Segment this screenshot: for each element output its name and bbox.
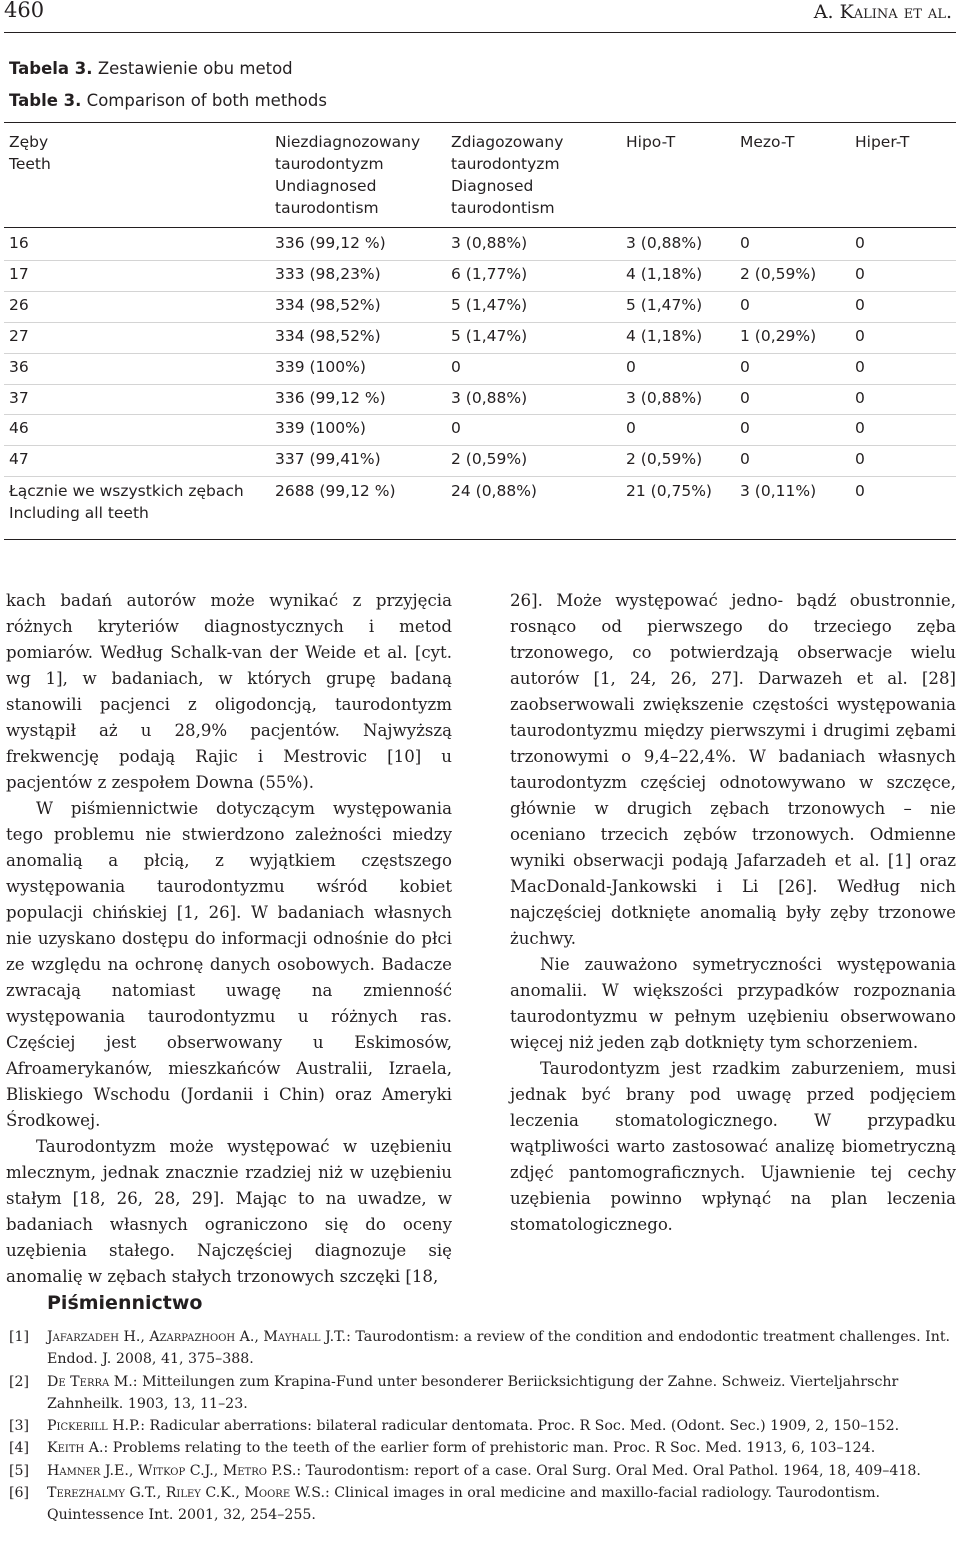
table-cell: 0: [855, 389, 865, 407]
header-line: taurodontyzm: [275, 155, 384, 173]
table-cell: 0: [855, 419, 865, 437]
table-caption-en-label: Table 3.: [9, 91, 82, 110]
reference-authors: Jafarzadeh H., Azarpazhooh A., Mayhall J.T.: [47, 1329, 347, 1345]
header-line: Diagnosed: [451, 177, 534, 195]
body-column-right: [510, 588, 956, 1238]
reference-number: [1]: [9, 1329, 30, 1345]
table-cell: 0: [740, 419, 750, 437]
table-cell: 17: [9, 265, 29, 283]
table-cell: 0: [740, 389, 750, 407]
header-diagnosed: [451, 131, 563, 219]
table-cell: 0: [626, 419, 636, 437]
table-cell: 2 (0,59%): [626, 450, 703, 468]
reference-authors: De Terra M.: [47, 1373, 133, 1390]
reference-number: [4]: [9, 1440, 30, 1457]
table-cell: 5 (1,47%): [451, 296, 528, 314]
reference-authors: Hamner J.E., Witkop C.J., Metro P.S.: [47, 1462, 297, 1479]
paragraph: W piśmiennictwie dotyczącym występowania tego problemu nie stwierdzono zależności miedzy anomalią a płcią, z wyjątkiem częstszego występowania taurodontyzmu wśród kobiet populacji chińskiej [1, 26]. W badaniach własnych nie uzyskano dostępu do informacji odnośnie do płci ze względu na ochronę danych osobowych. Badacze zwracają natomiast uwagę na zmienność występowania taurodontyzmu u różnych ras. Częściej jest obserwowany u Eskimosów, Afroamerykanów, mieszkańców Australii, Izraela, Bliskiego Wschodu (Jordanii i Chin) oraz Ameryki Środkowej.: [6, 799, 452, 1130]
header-undiagnosed: [275, 131, 420, 219]
total-cell: 24 (0,88%): [451, 482, 537, 500]
row-divider: [4, 353, 956, 354]
table-cell: 0: [855, 265, 865, 283]
header-hiper-t: [855, 131, 909, 153]
reference-item: [9, 1415, 955, 1437]
header-teeth: [9, 131, 51, 175]
table-cell: 3 (0,88%): [451, 234, 528, 252]
table-cell: 0: [740, 234, 750, 252]
table-cell: 0: [740, 358, 750, 376]
total-cell: 3 (0,11%): [740, 482, 817, 500]
table-cell: 26: [9, 296, 29, 314]
table-cell: 337 (99,41%): [275, 450, 381, 468]
table-cell: 0: [626, 358, 636, 376]
reference-text: : Clinical images in oral medicine and maxillo-facial radiology. Taurodontism. Quintessence Int. 2001, 32, 254–255.: [47, 1485, 881, 1524]
references-title: Piśmiennictwo: [47, 1292, 203, 1314]
reference-item: [9, 1460, 955, 1482]
header-line: taurodontism: [275, 199, 379, 217]
reference-item: [9, 1326, 955, 1371]
table-cell: 0: [855, 450, 865, 468]
header-line: Hipo-T: [626, 133, 676, 151]
table-cell: 6 (1,77%): [451, 265, 528, 283]
row-divider: [4, 291, 956, 292]
reference-item: [9, 1371, 955, 1416]
reference-text: : Taurodontism: a review of the condition and endodontic treatment challenges. Int. Endod. J. 2008, 41, 375–388.: [47, 1329, 951, 1368]
table-cell: 2 (0,59%): [451, 450, 528, 468]
paragraph: 26]. Może występować jedno- bądź obustronnie, rosnąco od pierwszego do trzeciego zęba trzonowego, co potwierdzają obserwacje wielu autorów [1, 24, 26, 27]. Darwazeh et al. [28] zaobserwowali zwiększenie częstości występowania taurodontyzmu między pierwszymi i drugimi zębami trzonowymi o 9,4–22,4%. W badaniach własnych taurodontyzm częściej odnotowywano w szczęce, głównie w drugich zębach trzonowych – nie oceniano trzecich zębów trzonowych. Odmienne wyniki obserwacji podają Jafarzadeh et al. [1] oraz MacDonald-Jankowski i Li [26]. Według nich najczęściej dotknięte anomalią były zęby trzonowe żuchwy.: [510, 591, 956, 948]
header-line: Zęby: [9, 133, 49, 151]
header-line: Mezo-T: [740, 133, 795, 151]
header-hipo-t: [626, 131, 675, 153]
row-divider: [4, 322, 956, 323]
table-cell: 0: [855, 234, 865, 252]
table-cell: 46: [9, 419, 29, 437]
table-cell: 16: [9, 234, 29, 252]
header-line: Niezdiagnozowany: [275, 133, 421, 151]
reference-authors: Pickerill H.P.: [47, 1418, 141, 1435]
reference-text: : Radicular aberrations: bilateral radicular dentomata. Proc. R Soc. Med. (Odont. Sec.) 1909, 2, 150–152.: [140, 1418, 900, 1435]
header-line: taurodontyzm: [451, 155, 560, 173]
table-cell: 4 (1,18%): [626, 327, 703, 345]
table-cell: 47: [9, 450, 29, 468]
table-cell: 3 (0,88%): [451, 389, 528, 407]
reference-number: [5]: [9, 1462, 30, 1479]
total-cell: 2688 (99,12 %): [275, 482, 396, 500]
table-cell: 333 (98,23%): [275, 265, 381, 283]
table-cell: 27: [9, 327, 29, 345]
paragraph: Taurodontyzm jest rzadkim zaburzeniem, musi jednak być brany pod uwagę przed podjęciem leczenia stomatologicznego. W przypadku wątpliwości warto zastosować analizę biometryczną zdjęć pantomograficznych. Ujawnienie tej cechy uzębienia powinno wpłynąć na plan leczenia stomatologicznego.: [510, 1059, 956, 1234]
paragraph: Nie zauważono symetryczności występowania anomalii. W większości przypadków rozpoznania taurodontyzmu w pełnym uzębieniu obserwowano więcej niż jeden ząb dotknięty tym schorzeniem.: [510, 955, 956, 1052]
table-cell: 0: [740, 450, 750, 468]
reference-authors: Terezhalmy G.T., Riley C.K., Moore W.S.: [47, 1485, 325, 1502]
header-line: Zdiagozowany: [451, 133, 564, 151]
references-list: [9, 1326, 955, 1527]
body-column-left: [6, 588, 452, 1290]
row-divider: [4, 476, 956, 477]
table-cell: 336 (99,12 %): [275, 234, 386, 252]
table-cell: 339 (100%): [275, 358, 366, 376]
table-cell: 339 (100%): [275, 419, 366, 437]
comparison-table: [0, 0, 960, 560]
reference-number: [6]: [9, 1485, 30, 1502]
row-divider: [4, 384, 956, 385]
table-cell: 5 (1,47%): [626, 296, 703, 314]
header-line: Teeth: [9, 155, 51, 173]
row-divider: [4, 414, 956, 415]
total-label: [9, 480, 244, 524]
table-cell: 0: [855, 358, 865, 376]
table-cell: 5 (1,47%): [451, 327, 528, 345]
table-cell: 2 (0,59%): [740, 265, 817, 283]
reference-text: : Mitteilungen zum Krapina-Fund unter besonderer Beriicksichtigung der Zahne. Schweiz. Vierteljahrschr Zahnheilk. 1903, 13, 11–23.: [47, 1373, 899, 1412]
table-caption-en-text: Comparison of both methods: [86, 91, 327, 110]
total-label-line: Including all teeth: [9, 504, 149, 522]
header-line: Undiagnosed: [275, 177, 377, 195]
table-cell: 0: [740, 296, 750, 314]
table-cell: 36: [9, 358, 29, 376]
paragraph: kach badań autorów może wynikać z przyjęcia różnych kryteriów diagnostycznych i metod pomiarów. Według Schalk-van der Weide et al. [cyt. wg 1], w badaniach, w których grupę badaną stanowili pacjenci z oligodoncją, taurodontyzm wystąpił aż u 28,9% pacjentów. Najwyższą frekwencję podają Rajic i Mestrovic [10] u pacjentów z zespołem Downa (55%).: [6, 591, 452, 792]
paragraph: Taurodontyzm może występować w uzębieniu mlecznym, jednak znacznie rzadziej niż w uzębieniu stałym [18, 26, 28, 29]. Mając to na uwadze, w badaniach własnych ograniczono się do oceny uzębienia stałego. Najczęściej diagnozuje się anomalię w zębach stałych trzonowych szczęki [18,: [6, 1137, 452, 1286]
page-number: 460: [4, 0, 45, 22]
table-cell: 1 (0,29%): [740, 327, 817, 345]
row-divider: [4, 260, 956, 261]
table-cell: 334 (98,52%): [275, 327, 381, 345]
table-cell: 3 (0,88%): [626, 389, 703, 407]
reference-text: : Problems relating to the teeth of the earlier form of prehistoric man. Proc. R Soc. Med. 1913, 6, 103–124.: [103, 1440, 876, 1457]
total-cell: 21 (0,75%): [626, 482, 712, 500]
table-caption-pl-text: Zestawienie obu metod: [97, 59, 293, 78]
header-line: Hiper-T: [855, 133, 910, 151]
reference-text: : Taurodontism: report of a case. Oral Surg. Oral Med. Oral Pathol. 1964, 18, 409–418.: [296, 1462, 921, 1479]
table-cell: 3 (0,88%): [626, 234, 703, 252]
reference-number: [2]: [9, 1373, 30, 1390]
reference-item: [9, 1482, 955, 1527]
table-cell: 37: [9, 389, 29, 407]
table-cell: 0: [451, 358, 461, 376]
table-cell: 334 (98,52%): [275, 296, 381, 314]
total-label-line: Łącznie we wszystkich zębach: [9, 482, 244, 500]
table-cell: 0: [855, 296, 865, 314]
header-mezo-t: [740, 131, 794, 153]
table-cell: 4 (1,18%): [626, 265, 703, 283]
running-head: A. Kalina et al.: [813, 1, 952, 23]
reference-authors: Keith A.: [47, 1440, 104, 1457]
table-cell: 0: [855, 327, 865, 345]
table-cell: 336 (99,12 %): [275, 389, 386, 407]
header-line: taurodontism: [451, 199, 555, 217]
reference-item: [9, 1437, 955, 1459]
row-divider: [4, 445, 956, 446]
reference-number: [3]: [9, 1418, 30, 1435]
table-cell: 0: [451, 419, 461, 437]
table-caption-pl-label: Tabela 3.: [9, 59, 93, 78]
total-cell: 0: [855, 482, 865, 500]
